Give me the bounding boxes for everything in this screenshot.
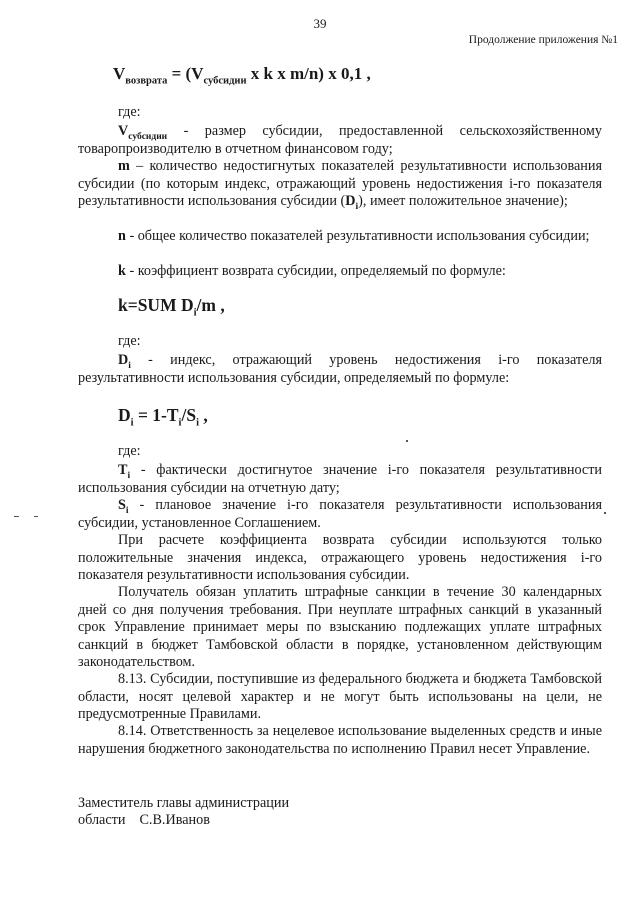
where-label-2: где: [118,333,141,349]
d-symbol-sub: i [128,360,131,371]
signature-block [78,795,289,829]
signature-name: С.В.Иванов [139,812,210,828]
paragraph-calculation: При расчете коэффициента возврата субсидии используются только положительные значения индекса, отражающего уровень недостижения i-го показателя результативности использования субсидии. [78,532,602,583]
formula-v-tail: , [362,64,371,83]
formula-v-lhs: V [113,64,126,83]
signature-position: Заместитель главы администрации [78,795,290,811]
definition-n [78,228,602,246]
paragraph-penalty: Получатель обязан уплатить штрафные санкции в течение 30 календарных дней со дня получения требования. При неуплате штрафных санкций в указанный срок Управление принимает меры по взысканию подлежащих уплате штрафных санкций в бюджет Тамбовской области в порядке, установленном действующим законодательством. [78,584,602,670]
k-definition-text: - коэффициент возврата субсидии, определяемый по формуле: [125,263,506,279]
formula-k [118,295,225,319]
formula-d-a: D [118,405,131,425]
t-symbol: T [118,462,128,478]
formula-d-c: /S [181,405,197,425]
formula-d-d: , [199,405,208,425]
s-symbol-sub: i [125,505,129,516]
v-definition-text: - размер субсидии, предоставленной сельскохозяйственному товаропроизводителю в отчетном финансовом году; [78,123,602,157]
formula-d-a-sub: i [130,417,134,429]
definition-t [78,462,602,497]
t-symbol-sub: i [127,470,131,481]
paragraph-8-13: 8.13. Субсидии, поступившие из федерального бюджета и бюджета Тамбовской области, носят целевой характер и не могут быть использованы на цели, не предусмотренные Правилами. [78,671,602,722]
m-d-sub: i [355,201,359,212]
s-definition-text: - плановое значение i-го показателя результативности использования субсидии, установленное Соглашением. [78,497,602,531]
where-label-1: где: [118,104,141,120]
k-symbol: k [118,263,126,279]
formula-v-return [113,64,371,86]
continuation-header: Продолжение приложения №1 [468,34,618,46]
formula-d-b-sub: i [178,417,182,429]
formula-d-b: = 1-T [133,405,179,425]
scan-speck [406,440,408,442]
definition-k [78,263,602,281]
scan-speck [34,516,38,517]
scan-speck [14,516,19,517]
v-symbol-sub: субсидии [128,131,168,142]
formula-k-b: /m , [196,295,225,315]
definition-s [78,497,602,532]
formula-v-open: = (V [167,64,204,83]
definition-v-subsidy [78,123,602,158]
page-number: 39 [313,16,327,31]
t-definition-text: - фактически достигнутое значение i-го показателя результативности использования субсидии на отчетную дату; [78,462,602,496]
formula-d-c-sub: i [196,417,199,429]
n-symbol: n [118,228,126,244]
definition-d [78,352,602,387]
m-definition-text: – количество недостигнутых показателей результативности использования субсидии (по которым индекс, отражающий уровень недостижения i-го показателя результативности использования субсидии ( [78,158,602,209]
m-symbol: m [118,158,130,174]
formula-v-rest: х k х m/n) х 0,1 [246,64,363,83]
formula-k-a: k=SUM D [118,295,194,315]
m-definition-tail: ), имеет положительное значение); [358,193,568,209]
formula-d [118,405,208,429]
formula-k-sub: i [193,307,197,319]
scan-speck [604,512,606,514]
s-symbol: S [118,497,126,513]
where-label-3: где: [118,443,141,459]
d-symbol: D [118,352,129,368]
formula-v-rhs-sub: субсидии [203,75,247,87]
v-symbol: V [118,123,129,139]
definition-m [78,158,602,211]
d-definition-text: - индекс, отражающий уровень недостижения i-го показателя результативности использования субсидии, определяемый по формуле: [78,352,602,386]
m-d-symbol: D [345,193,356,209]
signature-region: области [78,812,126,828]
paragraph-8-14: 8.14. Ответственность за нецелевое использование выделенных средств и иные нарушения бюджетного законодательства по исполнению Правил несет Управление. [78,723,602,757]
formula-v-lhs-sub: возврата [125,75,168,87]
n-definition-text: - общее количество показателей результативности использования субсидии; [125,228,590,244]
